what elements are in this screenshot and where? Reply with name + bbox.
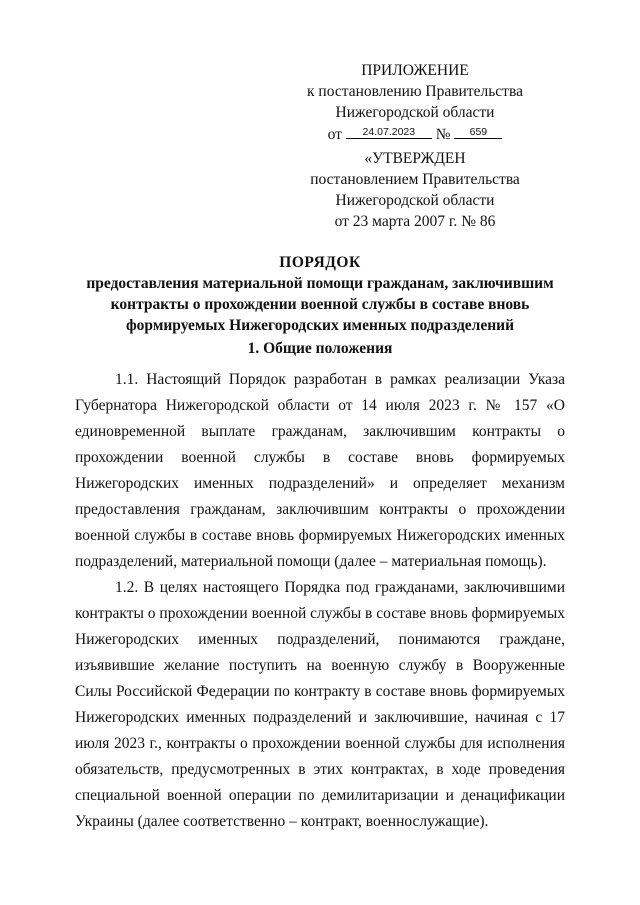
title-subtitle: предоставления материальной помощи гражданам, заключившим контракты о прохождении военной службы в составе вновь формируемых Нижегородских именных подразделений <box>86 275 554 334</box>
approved-line-3: Нижегородской области <box>335 192 495 209</box>
date-value: 24.07.2023 <box>362 126 416 138</box>
appendix-title: ПРИЛОЖЕНИЕ <box>361 62 469 79</box>
number-blank <box>454 123 502 139</box>
appendix-line-1: к постановлению Правительства <box>307 83 523 100</box>
from-label: от <box>327 126 342 143</box>
approved-line-4: от 23 марта 2007 г. № 86 <box>334 213 496 230</box>
document-body <box>75 367 565 835</box>
document-title <box>75 252 565 336</box>
number-label: № <box>435 126 451 143</box>
approved-line-2: постановлением Правительства <box>310 171 520 188</box>
approved-line-1: «УТВЕРЖДЕН <box>364 150 466 167</box>
appendix-date-number-line <box>300 123 530 145</box>
section-heading: 1. Общие положения <box>247 340 393 357</box>
paragraph-1-2: 1.2. В целях настоящего Порядка под гражданами, заключившими контракты о прохождении военной службы в составе вновь формируемых Нижегородских именных подразделений, понимаются граждане, изъявившие желание поступить на военную службу в Вооруженные Силы Российской Федерации по контракту в составе вновь формируемых Нижегородских именных подразделений и заключившие, начиная с 17 июля 2023 г., контракты о прохождении военной службы для исполнения обязательств, предусмотренных в этих контрактах, в ходе проведения специальной военной операции по демилитаризации и денацификации Украины (далее соответственно – контракт, военнослужащие). <box>75 579 565 830</box>
paragraph-1-1: 1.1. Настоящий Порядок разработан в рамках реализации Указа Губернатора Нижегородской области от 14 июля 2023 г. № 157 «О единовременной выплате гражданам, заключившим контракты о прохождении военной службы в составе вновь формируемых Нижегородских именных подразделений» и определяет механизм предоставления гражданам, заключившим контракты о прохождении военной службы в составе вновь формируемых Нижегородских именных подразделений, материальной помощи (далее – материальная помощь). <box>75 371 565 570</box>
appendix-block <box>300 60 530 145</box>
number-value: 659 <box>469 126 488 138</box>
approved-block <box>300 148 530 232</box>
title-main: ПОРЯДОК <box>279 254 361 271</box>
appendix-line-2: Нижегородской области <box>335 104 495 121</box>
date-blank <box>346 123 432 139</box>
